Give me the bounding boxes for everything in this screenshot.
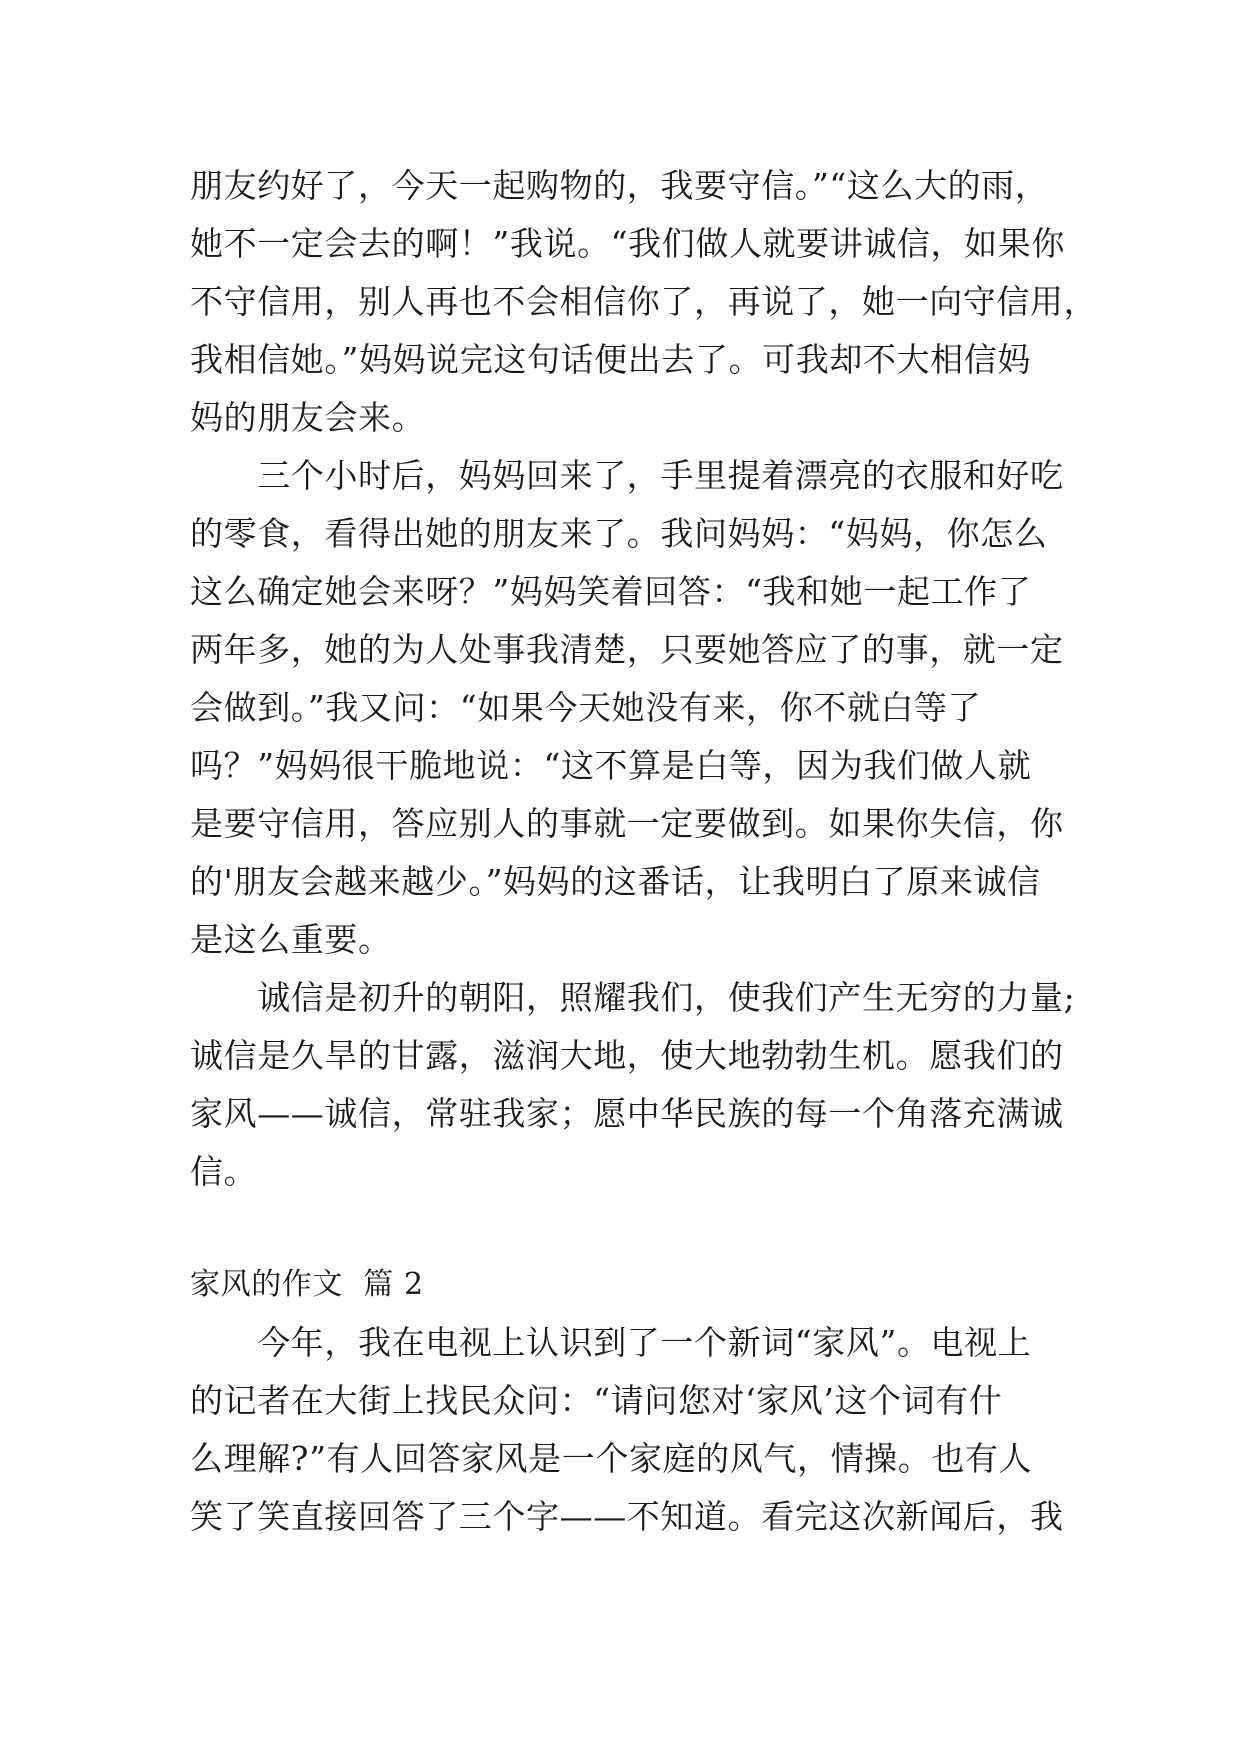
text-line: 妈的朋友会来。 [190,398,426,437]
text-line: 不守信用，别人再也不会相信你了，再说了，她一向守信用， [190,282,1098,321]
text-line: 是要守信用，答应别人的事就一定要做到。如果你失信，你 [190,804,1064,843]
text-line: 的零食，看得出她的朋友来了。我问妈妈：“妈妈，你怎么 [190,514,1048,553]
text-line: 笑了笑直接回答了三个字——不知道。看完这次新闻后，我 [190,1497,1064,1536]
text-line: 吗？”妈妈很干脆地说：“这不算是白等，因为我们做人就 [190,746,1032,785]
text-line: 会做到。”我又问：“如果今天她没有来，你不就白等了 [190,688,982,727]
text-line: 家风——诚信，常驻我家；愿中华民族的每一个角落充满诚 [190,1094,1064,1133]
text-line: 是这么重要。 [190,920,392,959]
text-line: 她不一定会去的啊！”我说。“我们做人就要讲诚信，如果你 [190,224,1065,263]
text-line: 诚信是久旱的甘露，滋润大地，使大地勃勃生机。愿我们的 [190,1036,1064,1075]
text-line: 诚信是初升的朝阳，照耀我们，使我们产生无穷的力量; [190,978,1076,1017]
text-line: 这么确定她会来呀？”妈妈笑着回答：“我和她一起工作了 [190,572,1032,611]
text-line: 今年，我在电视上认识到了一个新词“家风”。电视上 [190,1323,1032,1362]
text-line: 三个小时后，妈妈回来了，手里提着漂亮的衣服和好吃 [190,456,1064,495]
text-line: 我相信她。”妈妈说完这句话便出去了。可我却不大相信妈 [190,340,1031,379]
text-line: 的记者在大街上找民众问：“请问您对‘家风’这个词有什 [190,1381,1003,1420]
text-line: 信。 [190,1152,258,1191]
text-line: 两年多，她的为人处事我清楚，只要她答应了的事，就一定 [190,630,1064,669]
text-line: 么理解?”有人回答家风是一个家庭的风气，情操。也有人 [190,1439,1033,1478]
text-line: 的'朋友会越来越少。”妈妈的这番话，让我明白了原来诚信 [190,862,1041,901]
section-heading: 家风的作文 篇 2 [190,1267,424,1302]
text-line: 朋友约好了，今天一起购物的，我要守信。”“这么大的雨， [190,166,1049,205]
